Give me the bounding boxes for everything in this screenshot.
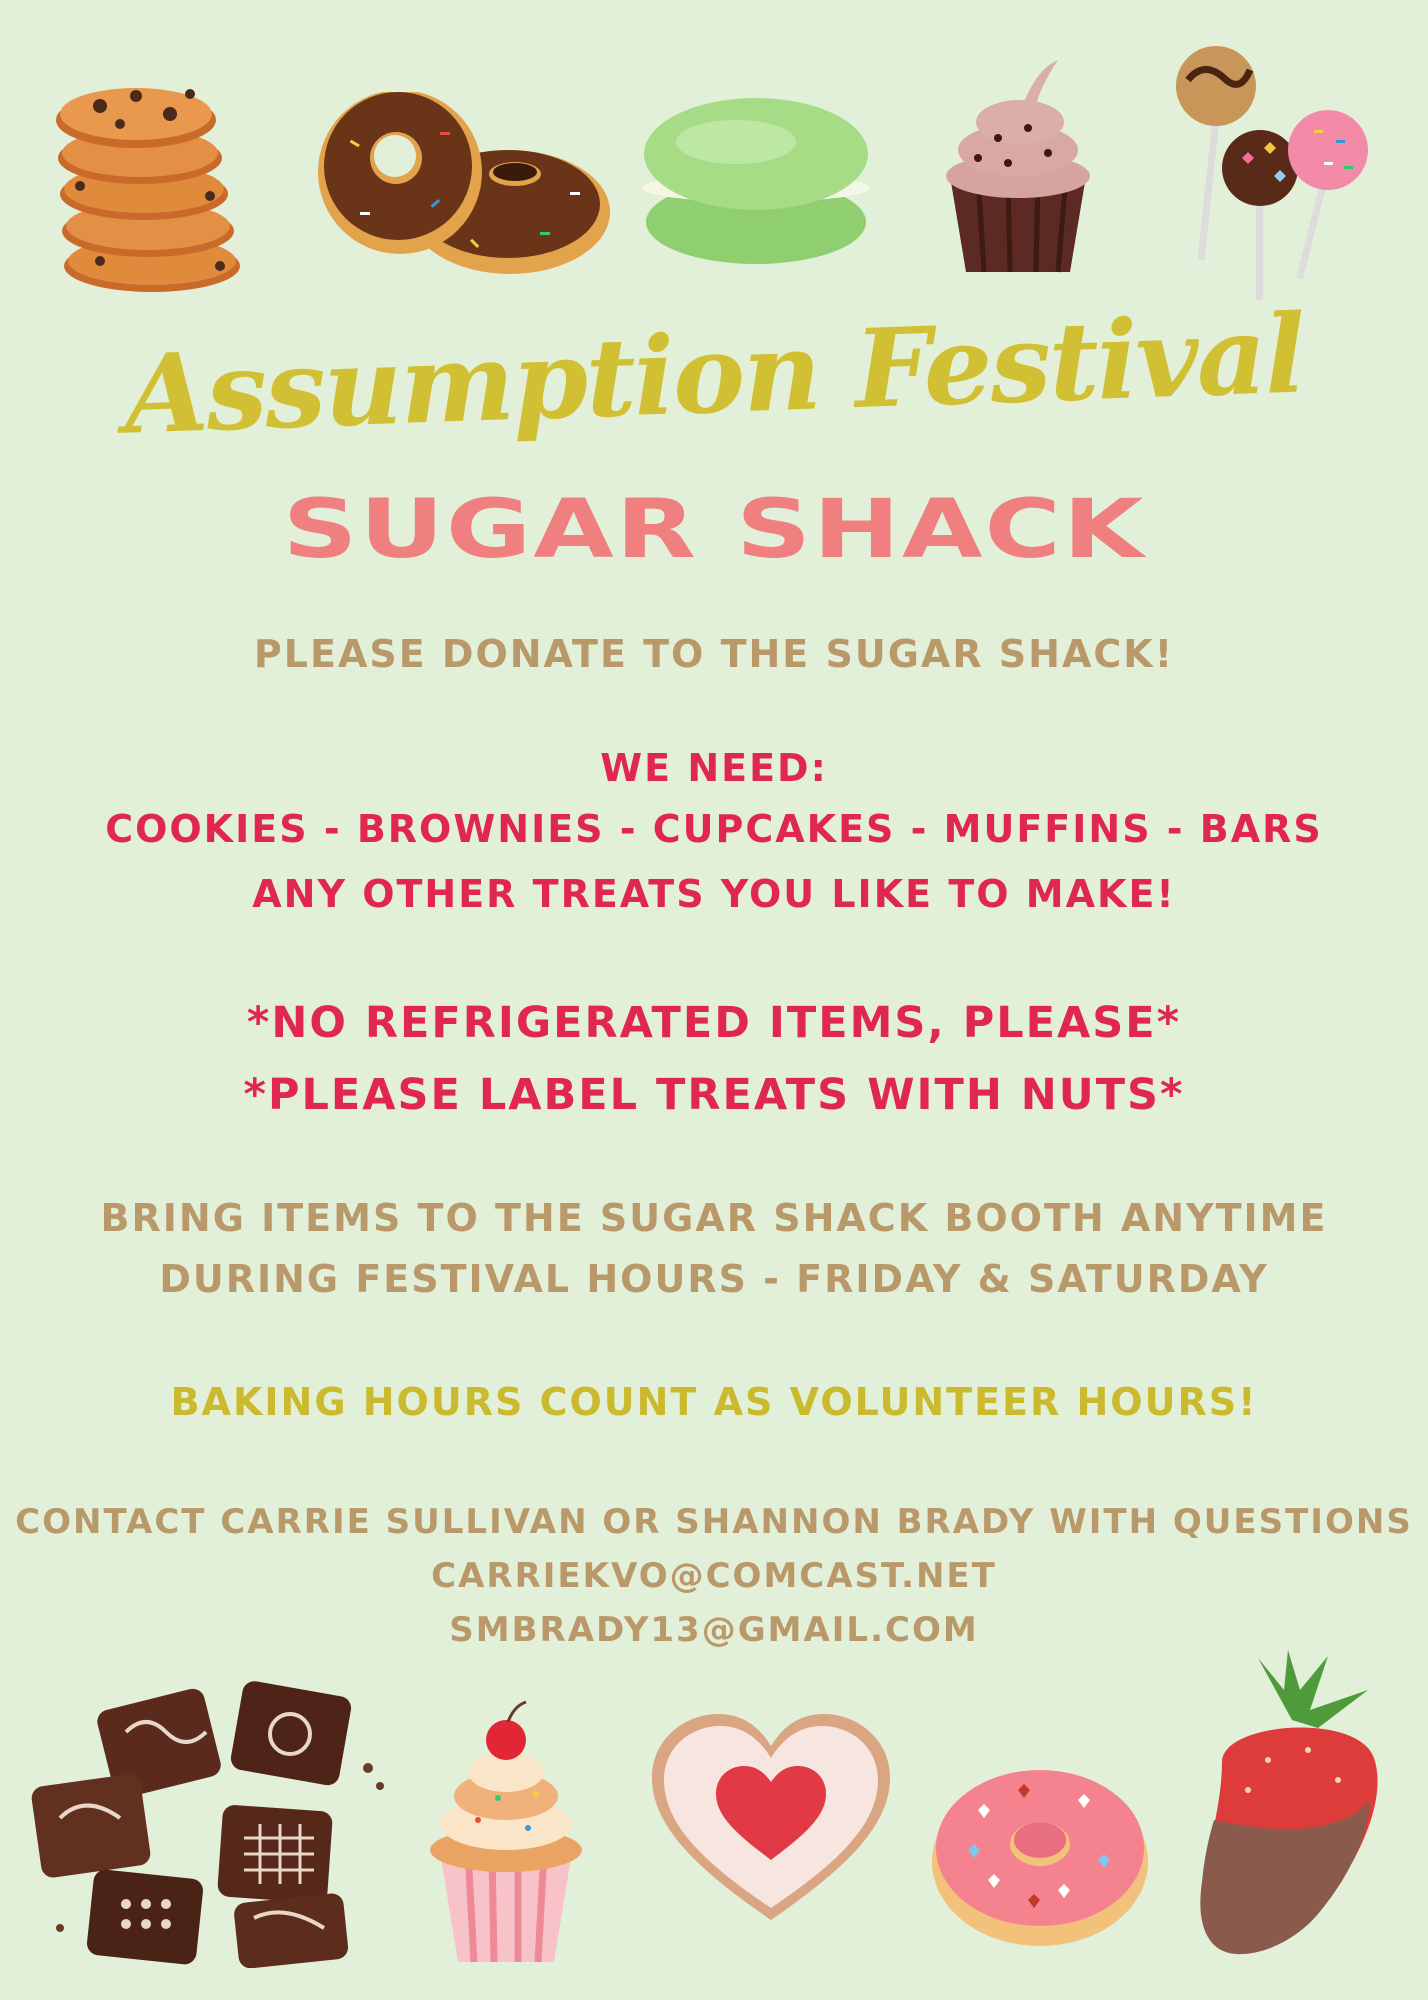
- email-shannon[interactable]: SMBRADY13@GMAIL.COM: [449, 1610, 979, 1650]
- cupcake-icon: [938, 58, 1098, 278]
- contact-text: CONTACT CARRIE SULLIVAN OR SHANNON BRADY WITH QUESTIONS: [15, 1502, 1413, 1542]
- donate-text: PLEASE DONATE TO THE SUGAR SHACK!: [253, 632, 1175, 676]
- festival-title: Assumption Festival: [122, 291, 1306, 459]
- sugar-shack-title: SUGAR SHACK: [282, 481, 1146, 577]
- chocolate-strawberry-icon: [1188, 1650, 1398, 1965]
- label-nuts-notice: *PLEASE LABEL TREATS WITH NUTS*: [243, 1070, 1185, 1120]
- email-carrie[interactable]: CARRIEKVO@COMCAST.NET: [431, 1556, 997, 1596]
- no-refrigerated-notice: *NO REFRIGERATED ITEMS, PLEASE*: [246, 998, 1182, 1048]
- volunteer-hours-text: BAKING HOURS COUNT AS VOLUNTEER HOURS!: [170, 1380, 1258, 1424]
- other-treats-text: ANY OTHER TREATS YOU LIKE TO MAKE!: [252, 872, 1176, 916]
- heart-cookie-icon: [646, 1710, 896, 1925]
- bring-items-line2: DURING FESTIVAL HOURS - FRIDAY & SATURDAY: [159, 1257, 1269, 1301]
- donuts-icon: [300, 92, 615, 282]
- brownies-icon: [30, 1668, 400, 1968]
- cookies-icon: [40, 66, 265, 296]
- cherry-cupcake-icon: [418, 1700, 593, 1970]
- macaron-icon: [636, 92, 876, 267]
- bring-items-line1: BRING ITEMS TO THE SUGAR SHACK BOOTH ANYTIME: [100, 1196, 1328, 1240]
- cake-pops-icon: [1164, 40, 1374, 305]
- items-list: COOKIES - BROWNIES - CUPCAKES - MUFFINS - BARS: [105, 807, 1323, 851]
- we-need-heading: WE NEED:: [600, 746, 828, 790]
- pink-donut-icon: [928, 1740, 1153, 1950]
